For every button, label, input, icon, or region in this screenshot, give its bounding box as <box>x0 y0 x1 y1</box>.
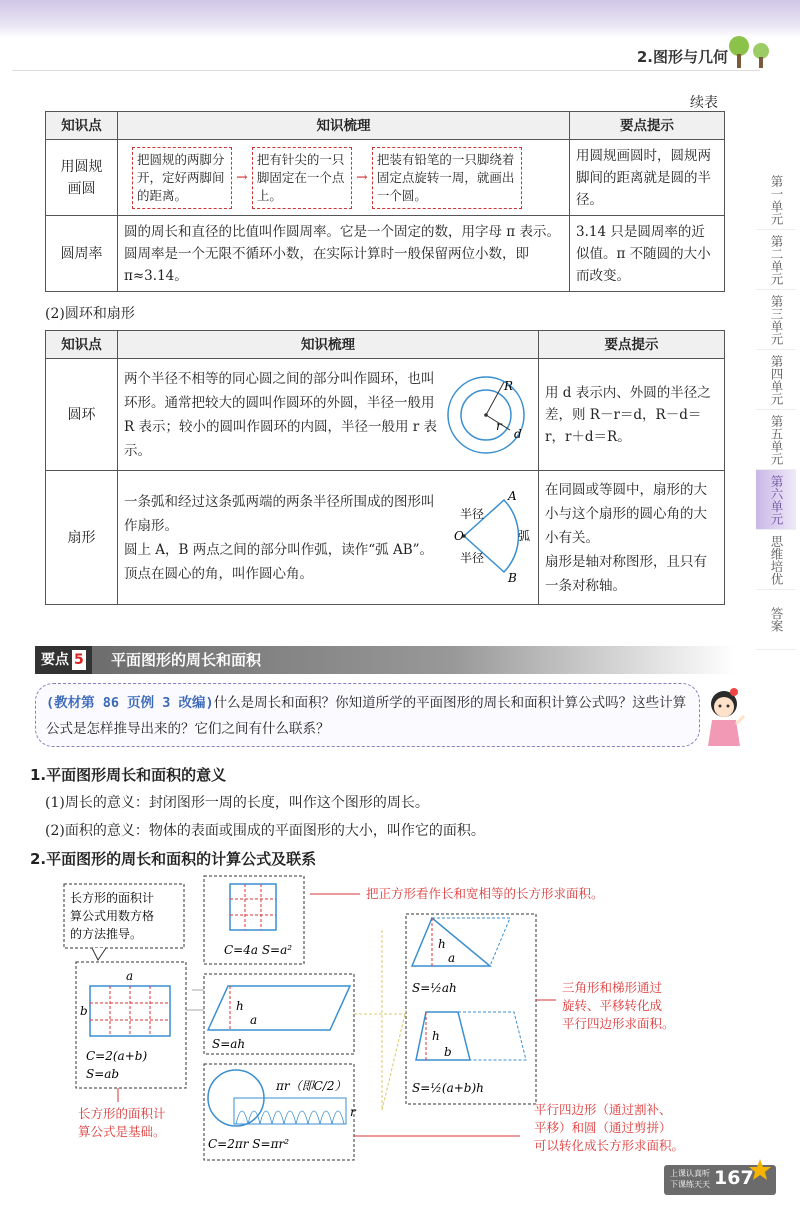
continued-label: 续表 <box>690 95 718 111</box>
tree-icon <box>728 34 750 68</box>
tree-icon-small <box>752 42 774 68</box>
key-point-bar <box>35 646 735 674</box>
col-header: 知识点 <box>46 112 118 140</box>
tri-a: a <box>448 951 456 965</box>
footer-slogan: 上课认真听 下课练天天 <box>670 1169 710 1189</box>
label-r: r <box>496 418 502 433</box>
page-number: 167 <box>714 1167 754 1189</box>
circle-formula: C=2πr S=πr² <box>208 1137 290 1151</box>
question-box <box>35 683 700 747</box>
para-a: a <box>250 1013 258 1027</box>
para-h: h <box>236 999 244 1013</box>
label-radius-1: 半径 <box>460 506 485 521</box>
tip-ring: 用 d 表示内、外圆的半径之差，则 R－r＝d，R－d＝r，r＋d＝R。 <box>539 359 725 471</box>
label-radius-2: 半径 <box>460 550 485 565</box>
header-rule <box>12 70 760 71</box>
tip-sector <box>539 471 725 605</box>
kp-ring: 圆环 <box>46 359 118 471</box>
note-para-2: 平移）和圆（通过剪拼） <box>534 1120 672 1135</box>
rect-perimeter: C=2(a+b) <box>86 1049 148 1063</box>
rect-area: S=ab <box>86 1067 120 1081</box>
sidebar-tab[interactable]: 第一单元 <box>756 170 796 230</box>
sidebar-tab[interactable]: 第二单元 <box>756 230 796 290</box>
col-header: 要点提示 <box>570 112 725 140</box>
tip-compass: 用圆规画圆时，圆规两脚间的距离就是圆的半径。 <box>570 140 725 216</box>
ring-cell <box>118 359 539 471</box>
sector-content <box>124 490 442 586</box>
col-header: 知识点 <box>46 331 118 359</box>
girl-illustration <box>700 686 748 752</box>
label-arc: 弧 <box>518 528 531 543</box>
note-line-2: 算公式用数方格 <box>70 909 155 923</box>
para-area: S=ah <box>212 1037 246 1051</box>
note-square: 把正方形看作长和宽相等的长方形求面积。 <box>366 886 604 901</box>
arc-def: 圆上 A，B 两点之间的部分叫作弧，读作“弧 AB”。顶点在圆心的角，叫作圆心角。 <box>124 541 434 582</box>
section-1-title: 1.平面图形周长和面积的意义 <box>30 766 227 784</box>
sidebar-tab[interactable]: 第四单元 <box>756 350 796 410</box>
trap-area: S=½(a+b)h <box>412 1081 484 1095</box>
sector-def: 一条弧和经过这条弧两端的两条半径所围成的图形叫作扇形。 <box>124 493 435 534</box>
knowledge-table-1 <box>45 111 725 292</box>
tri-h: h <box>438 937 446 951</box>
rect-a: a <box>126 969 134 983</box>
arrow-icon: → <box>232 169 252 185</box>
subsection-title: (2)圆环和扇形 <box>45 306 135 322</box>
label-A: A <box>508 488 517 503</box>
sidebar-tab-active[interactable]: 第六单元 <box>756 470 796 530</box>
formula-diagram <box>30 870 750 1170</box>
key-point-number: 5 <box>74 652 84 668</box>
note-tri-1: 三角形和梯形通过 <box>562 980 663 995</box>
knowledge-table-2 <box>45 330 725 605</box>
unit-sidebar <box>756 170 800 710</box>
sidebar-tab[interactable]: 第三单元 <box>756 290 796 350</box>
note-line-3: 的方法推导。 <box>70 927 143 941</box>
key-point-badge: 要点 5 <box>35 646 92 674</box>
arrow-icon: → <box>351 169 372 185</box>
compass-steps <box>118 140 570 216</box>
step-box: 把圆规的两脚分开，定好两脚间的距离。 <box>132 147 232 209</box>
note-para-3: 可以转化成长方形求面积。 <box>534 1138 685 1153</box>
sidebar-tab[interactable]: 第五单元 <box>756 410 796 470</box>
note-para-1: 平行四边形（通过割补、 <box>534 1102 672 1117</box>
label-B: B <box>508 570 517 585</box>
content-pi: 圆的周长和直径的比值叫作圆周率。它是一个固定的数，用字母 π 表示。圆周率是一个无限不循环小数，在实际计算时一般保留两位小数，即 π≈3.14。 <box>118 216 570 292</box>
key-point-title: 平面图形的周长和面积 <box>111 651 262 669</box>
section-2-title: 2.平面图形的周长和面积的计算公式及联系 <box>30 850 317 868</box>
label-O: O <box>454 528 464 543</box>
trap-h: h <box>432 1029 440 1043</box>
circ-half-perimeter: πr（即C/2） <box>276 1079 347 1093</box>
tip-sector-1: 在同圆或等圆中，扇形的大小与这个扇形的圆心角的大小有关。 <box>545 481 707 546</box>
chapter-title: 2.图形与几何 <box>636 48 728 66</box>
circ-r: r <box>350 1105 356 1119</box>
kp-pi: 圆周率 <box>46 216 118 292</box>
step-box: 把装有铅笔的一只脚绕着固定点旋转一周，就画出一个圆。 <box>372 147 522 209</box>
star-icon <box>748 1158 772 1182</box>
sector-cell <box>118 471 539 605</box>
question-source: (教材第 86 页例 3 改编) <box>46 695 214 711</box>
note-line-1: 长方形的面积计 <box>70 891 155 905</box>
top-band <box>0 0 800 38</box>
label-R: R <box>504 378 514 393</box>
trap-b: b <box>444 1045 452 1059</box>
step-box: 把有针尖的一只脚固定在一个点上。 <box>252 147 352 209</box>
rect-b: b <box>80 1004 88 1018</box>
question-text: 什么是周长和面积？你知道所学的平面图形的周长和面积计算公式吗？这些计算公式是怎样推导出来的？它们之间有什么联系？ <box>46 695 687 737</box>
sector-diagram <box>442 488 532 588</box>
kp-compass: 用圆规画圆 <box>46 140 118 216</box>
square-formula: C=4a S=a² <box>224 943 293 957</box>
sidebar-tab[interactable]: 思维培优 <box>756 530 796 590</box>
ring-diagram <box>444 370 532 460</box>
tri-area: S=½ah <box>412 981 457 995</box>
note-rect-1: 长方形的面积计 <box>78 1106 166 1121</box>
col-header: 知识梳理 <box>118 112 570 140</box>
area-meaning: (2)面积的意义：物体的表面或围成的平面图形的大小，叫作它的面积。 <box>45 823 485 839</box>
tip-pi: 3.14 只是圆周率的近似值。π 不随圆的大小而改变。 <box>570 216 725 292</box>
kp-sector: 扇形 <box>46 471 118 605</box>
note-rect-2: 算公式是基础。 <box>78 1124 166 1139</box>
tip-sector-2: 扇形是轴对称图形，且只有一条对称轴。 <box>545 553 707 594</box>
col-header: 要点提示 <box>539 331 725 359</box>
ring-content: 两个半径不相等的同心圆之间的部分叫作圆环，也叫环形。通常把较大的圆叫作圆环的外圆，半径一般用 R 表示；较小的圆叫作圆环的内圆，半径一般用 r 表示。 <box>124 370 437 459</box>
perimeter-meaning: (1)周长的意义：封闭图形一周的长度，叫作这个图形的周长。 <box>45 795 429 811</box>
note-tri-2: 旋转、平移转化成 <box>562 998 663 1013</box>
note-tri-3: 平行四边形求面积。 <box>562 1016 675 1031</box>
label-d: d <box>514 426 522 441</box>
sidebar-tab[interactable]: 答案 <box>756 590 796 650</box>
col-header: 知识梳理 <box>118 331 539 359</box>
